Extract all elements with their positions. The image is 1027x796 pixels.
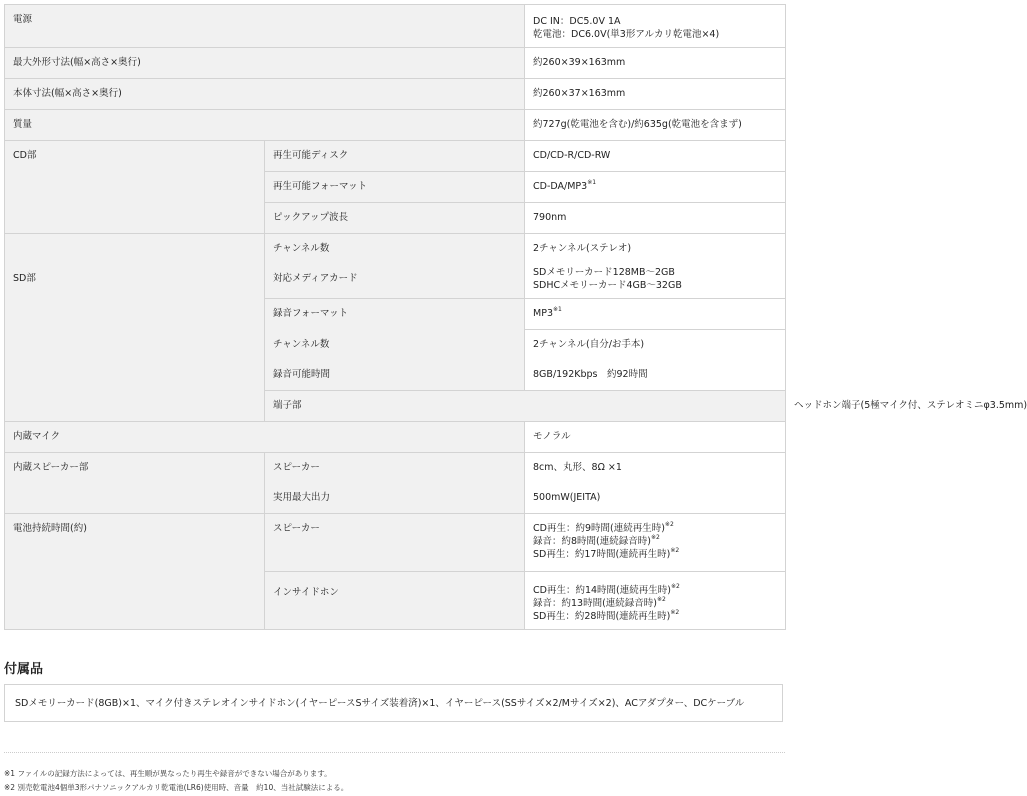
spec-value-sd-rec-time: 8GB/192Kbps 約92時間 (533, 369, 648, 380)
spec-row-body-dim (5, 79, 786, 110)
spec-value-speaker-unit: 8cm、丸形、8Ω ×1 (533, 462, 622, 473)
spec-sublabel-sd-channels: チャンネル数 (273, 338, 330, 350)
spec-label-speaker: 内蔵スピーカー部 (13, 462, 89, 473)
spec-sublabel-speaker-unit: スピーカー (273, 462, 320, 473)
spec-sublabel-battery-speaker: スピーカー (273, 523, 320, 534)
footnote-mark: ※1 (553, 306, 562, 313)
footnote-mark: ※2 (664, 521, 674, 528)
spec-row-speaker (5, 453, 786, 484)
battery-speaker-rec: 録音：約8時間(連続録音時) (533, 536, 651, 547)
spec-row-battery-speaker (5, 514, 786, 572)
battery-speaker-sd: SD再生：約17時間(連続再生時) (533, 549, 671, 560)
spec-value-max-dim: 約260×39×163mm (533, 57, 626, 68)
spec-sublabel-cd-pickup: ピックアップ波長 (273, 212, 348, 223)
spec-value-power-dc: DC IN：DC5.0V 1A (533, 16, 621, 27)
accessories-text: SDメモリーカード(8GB)×1、マイク付きステレオインサイドホン(イヤーピースSサイズ装着済)×1、イヤーピース(SSサイズ×2/Mサイズ×2)、ACアダプター、DCケーブル (15, 698, 745, 709)
spec-sublabel-cd-format: 再生可能フォーマット (273, 181, 368, 192)
spec-value-cd-channels: 2チャンネル(ステレオ) (533, 243, 632, 254)
accessories-box (4, 684, 783, 722)
spec-value-sd-media-sdhc: SDHCメモリーカード4GB～32GB (533, 280, 682, 291)
footnote-mark: ※2 (670, 583, 680, 590)
spec-value-mic: モノラル (533, 431, 571, 442)
footnote-mark: ※2 (657, 596, 666, 603)
spec-label-mic: 内蔵マイク (13, 431, 61, 442)
footnote-mark: ※2 (650, 534, 660, 541)
spec-sublabel-sd-media: 対応メディアカード (273, 273, 358, 284)
spec-value-weight: 約727g(乾電池を含む)/約635g(乾電池を含まず) (533, 119, 742, 130)
accessories-heading: 付属品 (4, 662, 44, 677)
spec-sublabel-cd-disc: 再生可能ディスク (273, 150, 349, 161)
spec-label-terminal: 端子部 (273, 400, 302, 411)
footnote-1: ※1 ファイルの記録方法によっては、再生順が異なったり再生や録音ができない場合があります。 (4, 769, 332, 778)
spec-label-weight: 質量 (13, 119, 33, 130)
battery-inside-sd: SD再生：約28時間(連続再生時) (533, 611, 671, 622)
spec-row-cd-disc (5, 141, 786, 172)
spec-label-body-dim: 本体寸法(幅×高さ×奥行) (13, 88, 122, 99)
spec-row-weight (5, 110, 786, 141)
spec-value-cd-format: CD-DA/MP3 (533, 181, 588, 192)
spec-value-sd-channels: 2チャンネル(自分/お手本) (533, 339, 645, 350)
spec-value-power-battery: 乾電池：DC6.0V(単3形アルカリ乾電池×4) (533, 29, 720, 40)
battery-speaker-cd: CD再生：約9時間(連続再生時) (533, 523, 665, 534)
footnote-mark: ※1 (587, 179, 597, 186)
spec-label-power: 電源 (13, 14, 33, 25)
spec-value-sd-rec-format: MP3 (533, 308, 553, 319)
spec-label-cd: CD部 (13, 150, 37, 161)
spec-label-sd: SD部 (13, 273, 36, 284)
spec-value-cd-pickup: 790nm (533, 212, 567, 223)
battery-inside-cd: CD再生：約14時間(連続再生時) (533, 585, 671, 596)
spec-sublabel-speaker-output: 実用最大出力 (273, 492, 331, 503)
spec-row-mic (5, 422, 786, 453)
spec-value-sd-media-sd: SDメモリーカード128MB～2GB (533, 267, 675, 278)
spec-row-cd-channels (5, 234, 786, 265)
spec-sublabel-cd-channels: チャンネル数 (273, 243, 330, 254)
spec-table (4, 4, 1027, 630)
spec-sublabel-sd-rec-time: 録音可能時間 (273, 369, 331, 380)
spec-sublabel-battery-inside: インサイドホン (273, 587, 339, 598)
spec-label-battery: 電池持続時間(約) (13, 523, 87, 534)
spec-value-terminal: ヘッドホン端子(5極マイク付、ステレオミニφ3.5mm) (794, 400, 1027, 411)
spec-row-power (5, 5, 786, 48)
divider (4, 752, 785, 753)
spec-value-cd-disc: CD/CD-R/CD-RW (533, 150, 611, 161)
footnote-mark: ※2 (670, 609, 680, 616)
spec-value-speaker-output: 500mW(JEITA) (533, 492, 601, 503)
spec-label-max-dim: 最大外形寸法(幅×高さ×奥行) (13, 57, 141, 68)
footnote-2: ※2 別売乾電池4個単3形パナソニックアルカリ乾電池(LR6)使用時、音量 約10、当社試験法による。 (4, 783, 349, 792)
footnote-mark: ※2 (670, 547, 680, 554)
spec-value-body-dim: 約260×37×163mm (533, 88, 626, 99)
spec-sublabel-sd-rec-format: 録音フォーマット (273, 308, 349, 319)
spec-row-max-dim (5, 48, 786, 79)
battery-inside-rec: 録音：約13時間(連続録音時) (533, 598, 658, 609)
